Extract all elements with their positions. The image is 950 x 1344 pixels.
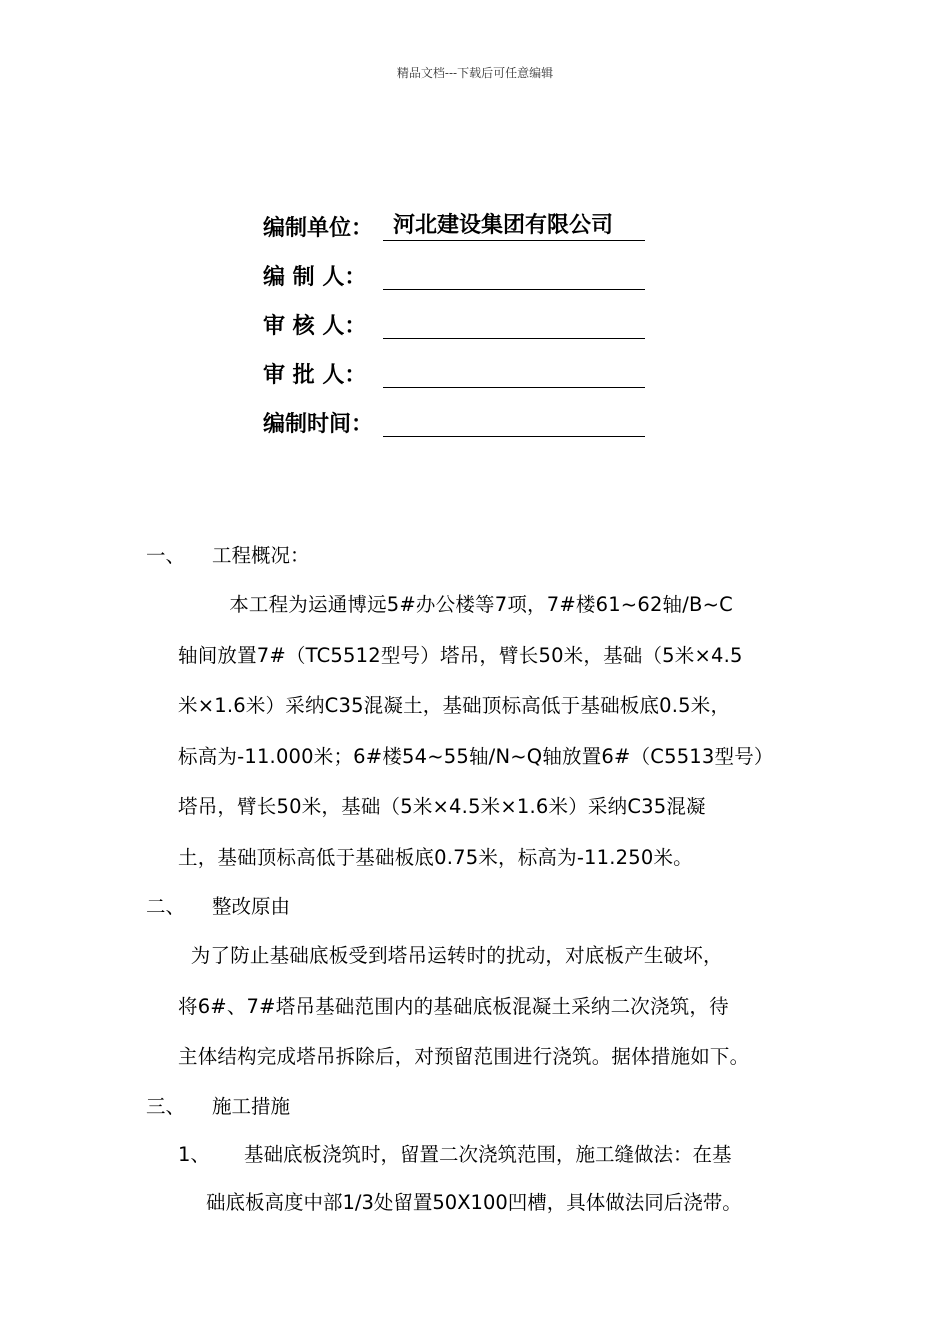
- form-row-compiler: [263, 245, 663, 294]
- paragraph-line: 主体结构完成塔吊拆除后，对预留范围进行浇筑。据体措施如下。: [178, 1045, 750, 1068]
- measure-item-second-line: 础底板高度中部1/3处留置50X100凹槽，具体做法同后浇带。: [206, 1191, 742, 1214]
- paragraph-line: 米×1.6米）采纳C35混凝土，基础顶标高低于基础板底0.5米，: [178, 694, 731, 717]
- paragraph-line: 轴间放置7#（TC5512型号）塔吊，臂长50米，基础（5米×4.5: [178, 643, 743, 667]
- paragraph-line: 本工程为运通博远5#办公楼等7项，7#楼61~62轴/B~C: [178, 593, 733, 616]
- section-title: 整改原由: [212, 895, 291, 918]
- section-number: 一、: [146, 544, 186, 567]
- reviewer-blank: [383, 309, 645, 339]
- section-title: 施工措施: [212, 1094, 291, 1118]
- section-heading-reason: [146, 883, 846, 931]
- compiling-unit-value: 河北建设集团有限公司: [383, 211, 645, 241]
- section-number: 二、: [146, 895, 186, 918]
- form-row-reviewer: [263, 294, 663, 343]
- signature-form: [263, 196, 663, 441]
- section-heading-overview: [146, 532, 846, 580]
- overview-paragraph: [178, 580, 846, 883]
- section-heading-measures: [146, 1083, 846, 1131]
- measure-item-1: [178, 1131, 846, 1228]
- compile-date-blank: [383, 407, 645, 437]
- compiler-label: 编 制 人：: [263, 265, 367, 290]
- paragraph-line: 土，基础顶标高低于基础板底0.75米，标高为-11.250米。: [178, 845, 693, 869]
- compiling-unit-label: 编制单位：: [263, 216, 374, 241]
- item-number: 1、: [178, 1142, 210, 1166]
- paragraph-line: 标高为-11.000米；6#楼54~55轴/N~Q轴放置6#（C5513型号）: [178, 744, 774, 768]
- document-body: [146, 532, 846, 1228]
- paragraph-line: 塔吊，臂长50米，基础（5米×4.5米×1.6米）采纳C35混凝: [178, 795, 706, 818]
- reviewer-label: 审 核 人：: [263, 314, 367, 339]
- approver-label: 审 批 人：: [263, 363, 367, 388]
- reason-paragraph: [178, 931, 846, 1083]
- paragraph-line: 将6#、7#塔吊基础范围内的基础底板混凝土采纳二次浇筑，待: [178, 994, 729, 1018]
- form-row-compile-date: [263, 392, 663, 441]
- measure-item-first-line: [178, 1131, 846, 1180]
- paragraph-line: 为了防止基础底板受到塔吊运转时的扰动，对底板产生破坏，: [178, 944, 723, 967]
- form-row-compiling-unit: [263, 196, 663, 245]
- header-note: 精品文档---下载后可任意编辑: [396, 66, 554, 80]
- item-text: 基础底板浇筑时，留置二次浇筑范围，施工缝做法：在基: [244, 1142, 732, 1166]
- section-number: 三、: [146, 1094, 186, 1118]
- section-title: 工程概况：: [212, 544, 310, 567]
- form-row-approver: [263, 343, 663, 392]
- compiler-blank: [383, 260, 645, 290]
- approver-blank: [383, 358, 645, 388]
- compile-date-label: 编制时间：: [263, 412, 374, 437]
